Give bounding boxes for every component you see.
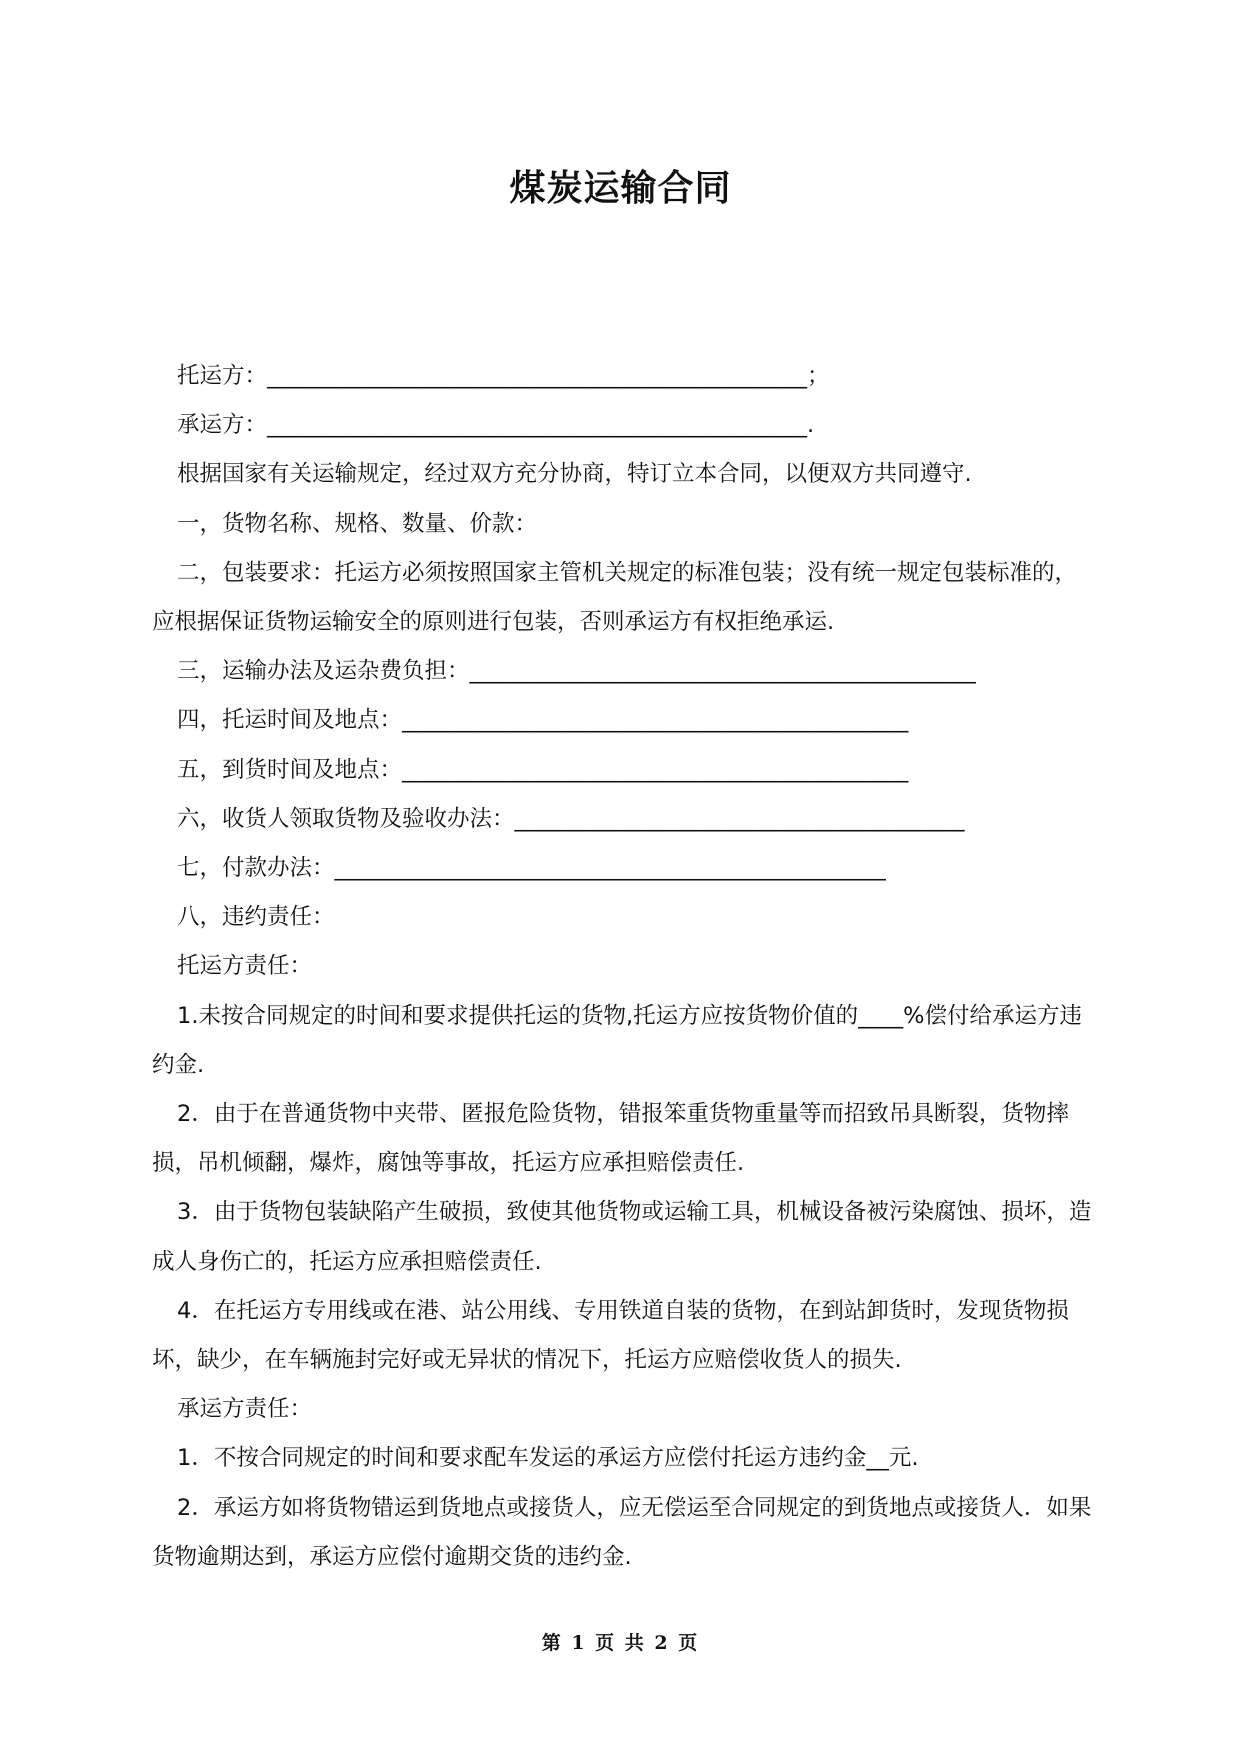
- clause-8-liability: 八，违约责任：: [177, 904, 335, 931]
- clause-2-packaging: 二，包装要求：托运方必须按照国家主管机关规定的标准包装；没有统一规定包装标准的，应根据保证货物运输安全的原则进行包装，否则承运方有权拒绝承运.: [152, 559, 1078, 636]
- clause-3-transport-method: 三，运输办法及运杂费负担：_____________________________________________: [177, 658, 976, 685]
- clause-preamble: 根据国家有关运输规定，经过双方充分协商，特订立本合同，以便双方共同遵守.: [177, 461, 972, 488]
- document-title: 煤炭运输合同: [509, 168, 732, 209]
- page-number-footer: 第 1 页 共 2 页: [541, 1632, 700, 1654]
- clause-5-arrival-time: 五，到货时间及地点：_____________________________________________: [177, 756, 909, 783]
- clause-carrier: 承运方：________________________________________________.: [177, 412, 815, 439]
- clause-6-acceptance: 六，收货人领取货物及验收办法：________________________________________: [177, 805, 965, 832]
- clause-7-payment: 七，付款办法：_________________________________________________: [177, 855, 886, 882]
- consignor-liability-3: 3．由于货物包装缺陷产生破损，致使其他货物或运输工具，机械设备被污染腐蚀、损坏，造成人身伤亡的，托运方应承担赔偿责任.: [152, 1199, 1092, 1275]
- consignor-liability-2: 2．由于在普通货物中夹带、匿报危险货物，错报笨重货物重量等而招致吊具断裂，货物摔损，吊机倾翻，爆炸，腐蚀等事故，托运方应承担赔偿责任.: [152, 1101, 1069, 1177]
- carrier-liability-1: 1．不按合同规定的时间和要求配车发运的承运方应偿付托运方违约金__元.: [177, 1445, 919, 1472]
- clause-consignor: 托运方：________________________________________________；: [177, 363, 830, 389]
- clause-1-goods: 一，货物名称、规格、数量、价款：: [177, 510, 538, 537]
- consignor-liability-1: 1.未按合同规定的时间和要求提供托运的货物,托运方应按货物价值的____%偿付给承运方违约金.: [152, 1002, 1083, 1078]
- consignor-liability-4: 4．在托运方专用线或在港、站公用线、专用铁道自装的货物，在到站卸货时，发现货物损坏，缺少，在车辆施封完好或无异状的情况下，托运方应赔偿收货人的损失.: [152, 1297, 1069, 1374]
- clause-4-shipping-time: 四，托运时间及地点：_____________________________________________: [177, 707, 909, 734]
- carrier-liability-2: 2．承运方如将货物错运到货地点或接货人，应无偿运至合同规定的到货地点或接货人．如果货物逾期达到，承运方应偿付逾期交货的违约金.: [152, 1494, 1092, 1570]
- document-body: [152, 352, 1092, 1582]
- carrier-liability-heading: 承运方责任：: [177, 1396, 313, 1423]
- consignor-liability-heading: 托运方责任：: [177, 953, 313, 980]
